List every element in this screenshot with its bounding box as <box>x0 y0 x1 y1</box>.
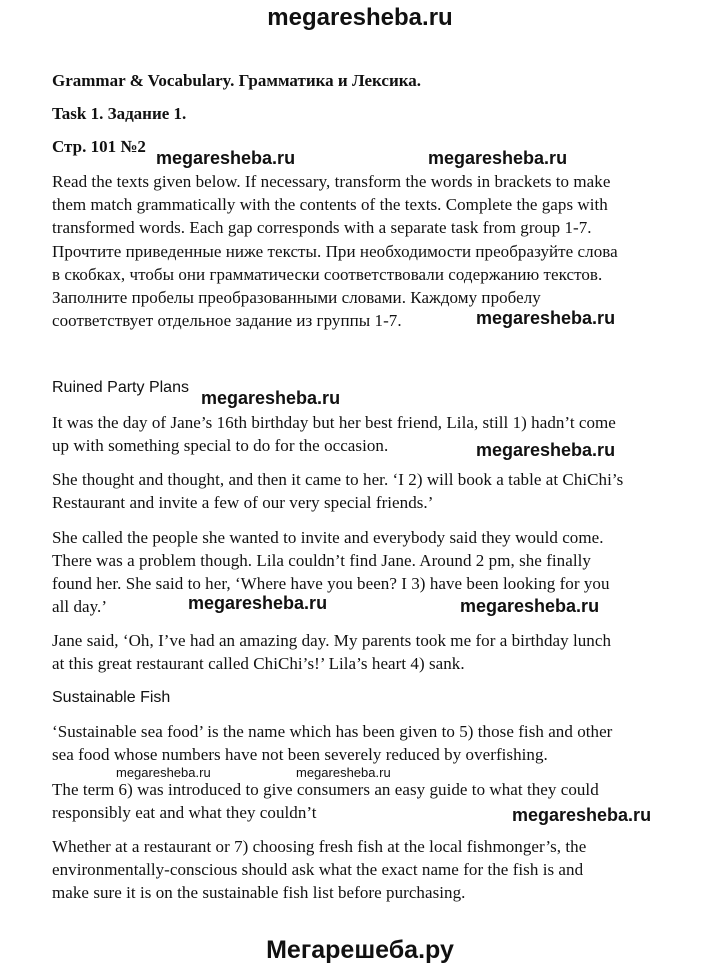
instruction-line: Прочтите приведенные ниже тексты. При необходимости преобразуйте слова <box>52 242 618 261</box>
watermark: megaresheba.ru <box>188 593 328 613</box>
text2-line: sea food whose numbers have not been severely reduced by overfishing. <box>52 745 548 764</box>
instruction-line: Read the texts given below. If necessary, transform the words in brackets to make <box>52 172 611 191</box>
text1-line: at this great restaurant called ChiChi’s!’ Lila’s heart 4) sank. <box>52 654 465 673</box>
text1-line: found her. She said to her, ‘Where have you been? I 3) have been looking for you <box>52 574 610 593</box>
task-title: Task 1. Задание 1. <box>52 104 187 123</box>
watermark: megaresheba.ru <box>476 440 616 460</box>
watermark: megaresheba.ru <box>512 805 652 825</box>
instruction-line: transformed words. Each gap corresponds with a separate task from group 1-7. <box>52 218 592 237</box>
text2-title: Sustainable Fish <box>52 689 171 706</box>
text2-line: ‘Sustainable sea food’ is the name which has been given to 5) those fish and other <box>52 722 613 741</box>
text1-line: Jane said, ‘Oh, I’ve had an amazing day. My parents took me for a birthday lunch <box>52 631 611 650</box>
watermark: megaresheba.ru <box>116 765 211 780</box>
text2-line: environmentally-conscious should ask what the exact name for the fish is and <box>52 860 584 879</box>
instruction-line: в скобках, чтобы они грамматически соответствовали содержанию текстов. <box>52 265 603 284</box>
text1-line: She called the people she wanted to invite and everybody said they would come. <box>52 528 604 547</box>
page-reference: Стр. 101 №2 <box>52 137 146 156</box>
text2-line: The term 6) was introduced to give consumers an easy guide to what they could <box>52 780 599 799</box>
site-footer: Мегарешеба.ру <box>266 936 454 964</box>
instruction-line: Заполните пробелы преобразованными словами. Каждому пробелу <box>52 288 541 307</box>
instruction-line: соответствует отдельное задание из группы 1-7. <box>52 311 402 330</box>
text1-line: Restaurant and invite a few of our very special friends.’ <box>52 493 434 512</box>
watermark: megaresheba.ru <box>460 596 600 616</box>
instruction-line: them match grammatically with the contents of the texts. Complete the gaps with <box>52 195 608 214</box>
watermark: megaresheba.ru <box>296 765 391 780</box>
section-title: Grammar & Vocabulary. Грамматика и Лексика. <box>52 71 422 90</box>
text1-line: up with something special to do for the occasion. <box>52 436 389 455</box>
text1-line: It was the day of Jane’s 16th birthday but her best friend, Lila, still 1) hadn’t come <box>52 413 616 432</box>
text2-line: Whether at a restaurant or 7) choosing fresh fish at the local fishmonger’s, the <box>52 837 587 856</box>
watermark: megaresheba.ru <box>476 308 616 328</box>
watermark: megaresheba.ru <box>201 388 341 408</box>
watermark: megaresheba.ru <box>428 148 568 168</box>
text2-line: responsibly eat and what they couldn’t <box>52 803 317 822</box>
watermark: megaresheba.ru <box>156 148 296 168</box>
text1-line: She thought and thought, and then it came to her. ‘I 2) will book a table at ChiChi’s <box>52 470 624 489</box>
text1-line: There was a problem though. Lila couldn’t find Jane. Around 2 pm, she finally <box>52 551 591 570</box>
text1-title: Ruined Party Plans <box>52 379 189 396</box>
text2-line: make sure it is on the sustainable fish list before purchasing. <box>52 883 466 902</box>
text1-line: all day.’ <box>52 597 108 616</box>
site-header: megaresheba.ru <box>267 4 453 31</box>
